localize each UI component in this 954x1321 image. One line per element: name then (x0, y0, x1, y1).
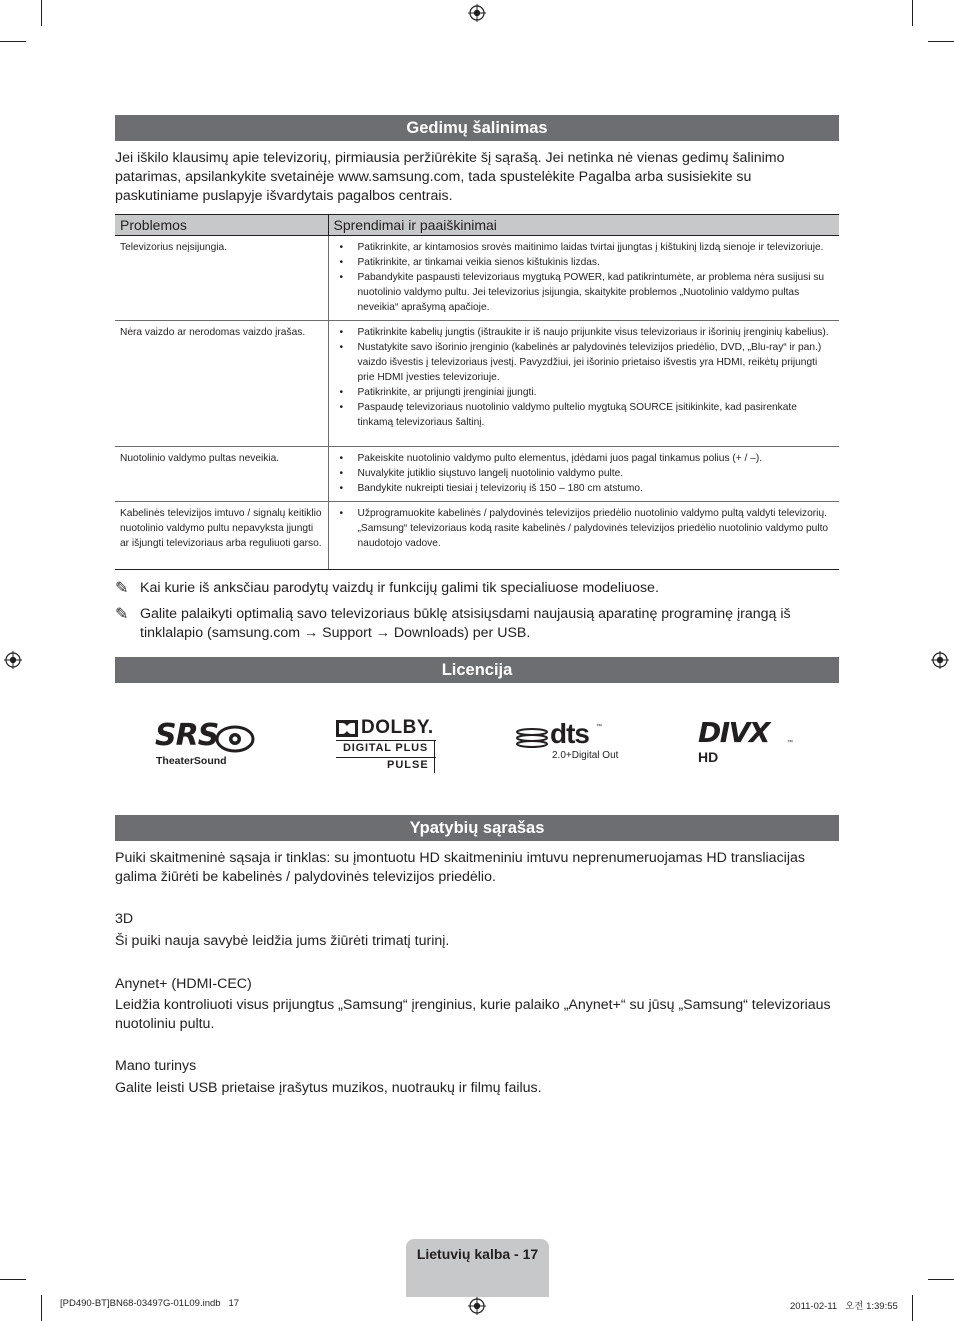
crop-mark (912, 1295, 913, 1321)
solutions-cell (328, 447, 839, 502)
srs-logo-sub: TheaterSound (156, 755, 227, 767)
solution-item: • Bandykite nukreipti tiesiai į televizorių iš 150 – 180 cm atstumo. (337, 481, 835, 496)
registration-mark-icon (468, 4, 486, 22)
divx-logo (698, 716, 798, 766)
dolby-rule (336, 740, 436, 741)
table-row (115, 447, 839, 502)
divx-logo-main: DIVX (698, 716, 769, 749)
problem-cell: Nėra vaizdo ar nerodomas vaizdo įrašas. (115, 321, 328, 447)
note-text: Kai kurie iš anksčiau parodytų vaizdų ir funkcijų galimi tik specialiuose modeliuose. (140, 580, 659, 596)
solutions-cell (328, 321, 839, 447)
registration-mark-icon (931, 651, 949, 669)
dts-logo (516, 718, 622, 766)
solution-item: • Pabandykite paspausti televizoriaus mygtuką POWER, kad patikrintumėte, ar problema nėra susijusi su nuotolinio valdymo pultu. Jei televizorius įsijungia, skaitykite problemos „Nuotolinio valdymo pultas neveikia“ aprašymą apačioje. (337, 270, 835, 315)
srs-logo-mark: SRS (155, 718, 219, 753)
file-slug: [PD490-BT]BN68-03497G-01L09.indb 17 (60, 1298, 240, 1309)
table-row (115, 321, 839, 447)
dolby-logo-line2: PULSE (387, 759, 429, 771)
problem-cell: Televizorius neįsijungia. (115, 236, 328, 321)
section-title-troubleshooting: Gedimų šalinimas (115, 115, 839, 141)
registration-mark-icon (468, 1297, 486, 1315)
dolby-logo (336, 719, 438, 773)
problem-cell: Nuotolinio valdymo pultas neveikia. (115, 447, 328, 502)
solution-item: • Užprogramuokite kabelinės / palydovinės televizijos priedėlio nuotolinio valdymo pultą valdyti televizorių. „Samsung“ televizoriaus kodą rasite kabelinės / palydovinės televizijos priedėlio nuotolinio valdymo pulto naudotojo vadove. (337, 506, 835, 551)
feature-heading: Mano turinys (115, 1058, 197, 1074)
dolby-rule (336, 757, 436, 758)
solution-item: • Patikrinkite, ar tinkamai veikia sienos kištukinis lizdas. (337, 255, 835, 270)
dts-logo-sub: 2.0+Digital Out (552, 750, 619, 761)
note (115, 579, 835, 599)
registration-mark-icon (4, 651, 22, 669)
table-row (115, 502, 839, 570)
print-timestamp: 2011-02-11 오전 1:39:55 (790, 1301, 898, 1312)
divx-logo-sub: HD (698, 749, 719, 765)
crop-mark (912, 0, 913, 26)
solution-item: • Paspaudę televizoriaus nuotolinio valdymo pultelio mygtuką SOURCE įsitikinkite, kad pasirenkate tinkamą televizoriaus šaltinį. (337, 400, 835, 430)
solutions-cell (328, 502, 839, 570)
crop-mark (0, 1279, 26, 1280)
features-intro: Puiki skaitmeninė sąsaja ir tinklas: su įmontuotu HD skaitmeniniu imtuvu neprenumeruojamas HD transliacijas galima žiūrėti be kabelinės / palydovinės televizijos priedėlio. (115, 850, 805, 885)
dts-disc-icon (516, 728, 548, 748)
dts-logo-tm: ™ (596, 724, 602, 730)
dolby-logo-main: DOLBY. (361, 717, 434, 738)
pencil-note-icon: ✎ (115, 580, 129, 597)
table-header-row (115, 215, 839, 236)
solutions-cell (328, 236, 839, 321)
solution-item: • Patikrinkite kabelių jungtis (ištraukite ir iš naujo prijunkite visus televizoriaus ir išorinių įrenginių kabelius). (337, 325, 835, 340)
dolby-double-d-icon (336, 720, 358, 737)
problem-cell: Kabelinės televizijos imtuvo / signalų keitiklio nuotolinio valdymo pultu nepavyksta įjungti ar išjungti televizoriaus arba reguliuoti garso. (115, 502, 328, 570)
srs-swirl-icon (215, 724, 255, 754)
page-number-label: Lietuvių kalba - 17 (416, 1246, 539, 1262)
solution-item: • Patikrinkite, ar kintamosios srovės maitinimo laidas tvirtai įjungtas į kištukinį lizdą sienoje ir televizoriuje. (337, 240, 835, 255)
troubleshooting-intro: Jei iškilo klausimų apie televizorių, pirmiausia peržiūrėkite šį sąrašą. Jei netinka nė vienas gedimų šalinimo patarimas, apsilankykite svetainėje www.samsung.com, tada spustelėkite Pagalba arba susisiekite su paskutiniame puslapyje išvardytais pagalbos centrais. (115, 150, 785, 204)
divx-logo-tm: ™ (787, 740, 793, 746)
crop-mark (0, 41, 26, 42)
note (115, 605, 835, 645)
crop-mark (928, 41, 954, 42)
solution-item: • Patikrinkite, ar prijungti įrenginiai įjungti. (337, 385, 835, 400)
crop-mark (41, 1295, 42, 1321)
crop-mark (41, 0, 42, 26)
troubleshooting-table (115, 214, 839, 570)
feature-text: Ši puiki nauja savybė leidžia jums žiūrėti trimatį turinį. (115, 933, 450, 949)
feature-heading: 3D (115, 911, 134, 927)
dolby-rule (434, 740, 435, 773)
srs-logo (155, 718, 257, 770)
table-row (115, 236, 839, 321)
feature-text: Galite leisti USB prietaise įrašytus muzikos, nuotraukų ir filmų failus. (115, 1080, 542, 1096)
solution-item: • Nuvalykite jutiklio siųstuvo langelį nuotolinio valdymo pulte. (337, 466, 835, 481)
pencil-note-icon: ✎ (115, 606, 129, 623)
note-text: Galite palaikyti optimalią savo televizoriaus būklę atsisiųsdami naujausią aparatinę programinę įrangą iš tinklalapio (samsung.com → Support → Downloads) per USB. (140, 606, 791, 641)
solution-item: • Pakeiskite nuotolinio valdymo pulto elementus, įdėdami juos pagal tinkamus polius (+ / –). (337, 451, 835, 466)
solution-item: • Nustatykite savo išorinio įrenginio (kabelinės ar palydovinės televizijos priedėlio, DVD, „Blu-ray“ ir pan.) vaizdo išvestis į televizoriaus įvestį. Pavyzdžiui, jei išorinio prietaiso išvestis yra HDMI, reikėtų prijungti prie HDMI įvesties televizoriuje. (337, 340, 835, 385)
feature-heading: Anynet+ (HDMI-CEC) (115, 976, 252, 992)
dts-logo-main: dts (550, 718, 589, 749)
column-header-solutions: Sprendimai ir paaiškinimai (328, 215, 839, 236)
crop-mark (928, 1279, 954, 1280)
dolby-logo-line1: DIGITAL PLUS (343, 742, 428, 754)
section-title-features: Ypatybių sąrašas (115, 815, 839, 841)
feature-text: Leidžia kontroliuoti visus prijungtus „Samsung“ įrenginius, kurie palaiko „Anynet+“ su jūsų „Samsung“ televizoriaus nuotoliniu pultu. (115, 997, 831, 1032)
section-title-license: Licencija (115, 657, 839, 683)
column-header-problems: Problemos (115, 215, 328, 236)
